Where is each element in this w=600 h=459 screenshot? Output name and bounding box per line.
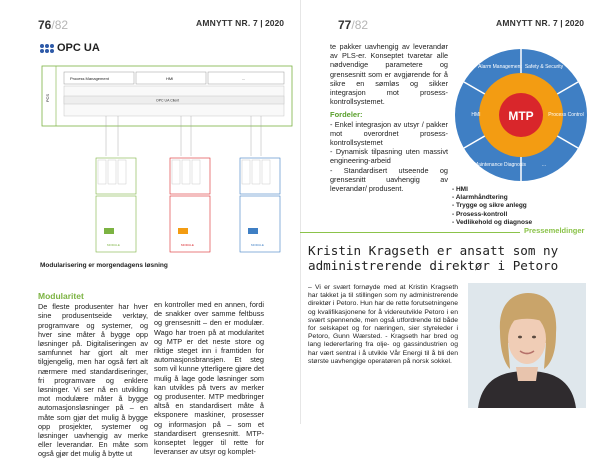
mtp-wheel-diagram: [452, 46, 590, 184]
module-label-2: MODULE: [181, 243, 194, 247]
module-3: [240, 158, 280, 252]
article-column-1: [38, 292, 148, 459]
press-release-title: Kristin Kragseth er ansatt som ny administrerende direktør i Petoro: [308, 243, 559, 273]
page-total: /82: [351, 18, 369, 32]
module-2: [170, 158, 210, 252]
intro-text: te pakker uavhengig av leverandør av PLS-er. Konseptet tvaretar alle nødvendige parametere og grensesnitt som er avgjørende for å sikre en sømløs og sikker integrasjon mot prosess-kontrollsystemet.: [330, 42, 448, 107]
mtp-center-label: MTP: [508, 109, 534, 123]
module-1: [96, 158, 136, 252]
column-1-text: De fleste produsenter har hver sine produsentseide verktøy, programvare og systemer, og hver sine måter å bygge opp løsninger på. Digitaliseringen av samfunnet har gjort alt mer tilgjengelig, men har også ført alt nærmere med standardiseringer, fri programvare og enklere løsninger. Vi ser nå en utvikling mot modulære måter å bygge automasjonsløsninger på – en måte som gjør det mulig å bygge opp prosjekter, systemer og løsninger uavhengig av merke eller leverandør. En måte som også gjør det mulig å bytte ut: [38, 302, 148, 459]
left-page-header: [38, 18, 68, 32]
box-process-management: Process Management: [70, 76, 109, 81]
section-tag: Pressemeldinger: [520, 226, 584, 235]
article-column-2: [154, 300, 264, 456]
mtp-feature: - Alarmhåndtering: [452, 194, 508, 202]
box-more: ...: [242, 76, 246, 81]
mtp-segment-process: Process Control: [548, 112, 584, 118]
section-title-modularitet: Modularitet: [38, 291, 84, 301]
fordeler-list: [330, 120, 448, 194]
mtp-segment-maintenance: Maintenance Diagnosis: [474, 162, 526, 168]
diagram-caption: Modularisering er morgendagens løsning: [40, 262, 168, 269]
issue-year: 2020: [265, 18, 284, 28]
right-page-header: [338, 18, 368, 32]
issue-year: 2020: [565, 18, 584, 28]
page-number: 77: [338, 18, 352, 32]
left-issue-label: AMNYTT NR. 7 | 2020: [196, 18, 284, 28]
page-number: 76: [38, 18, 52, 32]
column-2-text: en kontroller med en annen, fordi de snakker over samme feltbuss og grensesnitt – den er modulær. Wago har troen på at modularitet og MTP er det neste store og riktige steget inn i framtiden for automasjonsbransjen. Et steg som vil kunne ytterligere gjøre det mulig å lage gode løsninger som kan utvikles på tvers av merker og produsenter. MTP medbringer altså en standardisert måte å eksponere maskiner, prosesser og informasjon på – som et standardisert grensesnitt. MTP-konseptet legger til rette for leveranser av utsyr og komplet-: [154, 300, 264, 457]
box-hmi: HMI: [166, 76, 174, 81]
opc-client-label: OPC UA Client: [156, 98, 180, 103]
right-article-column: [330, 42, 448, 193]
fordeler-item: - Dynamisk tilpasning uten massivt engineering-arbeid: [330, 147, 448, 166]
modular-architecture-diagram: [36, 58, 296, 263]
fordeler-item: - Enkel integrasjon av utsyr / pakker mot overordnet prosess-kontrollsystemet: [330, 119, 448, 148]
opc-logo-dots-icon: [40, 44, 54, 53]
mtp-segment-safety: Safety & Security: [524, 64, 564, 70]
module-label-1: MODULE: [107, 243, 120, 247]
opc-ua-logo: [40, 42, 100, 54]
issue-name: AMNYTT NR. 7: [496, 18, 558, 28]
mtp-feature: - Prosess-kontroll: [452, 210, 508, 218]
issue-name: AMNYTT NR. 7: [196, 18, 258, 28]
page-total: /82: [51, 18, 69, 32]
logo-text: OPC UA: [57, 42, 100, 54]
mtp-feature: - Trygge og sikre anlegg: [452, 202, 527, 210]
mtp-segment-hmi: HMI: [471, 112, 481, 118]
mtp-feature: - Vedlikehold og diagnose: [452, 218, 533, 226]
portrait-photo: [468, 283, 586, 408]
fordeler-title: Fordeler:: [330, 110, 363, 120]
mtp-segment-more: ...: [541, 162, 547, 168]
mtp-segment-alarm: Alarm Management: [478, 64, 522, 70]
press-release-body: – Vi er svært fornøyde med at Kristin Kragseth har takket ja til stillingen som ny administrerende direktør i Petoro. Hun har de rette forutsetningene og kvalifikasjonene for å videreutvikle Petoro i en svært spennende, men også utfordrende tid både for selskapet og for næringen, sier styreleder i Petoro, Gunn Wærsted. - Kragseth har bred og lang ledererfaring fra olje- og gassindustrien og har vært sentral i å utvikle Vår Energi til å bli den største uavhengige operatøren på norsk sokkel.: [308, 284, 458, 365]
pcs-label: PCS: [45, 93, 50, 103]
module-label-3: MODULE: [251, 243, 264, 247]
mtp-feature: - HMI: [452, 186, 468, 193]
portrait-face: [508, 314, 546, 364]
right-issue-label: AMNYTT NR. 7 | 2020: [496, 18, 584, 28]
mtp-feature-list: [452, 186, 532, 227]
fordeler-item: - Standardisert utseende og grensesnitt uavhengig av leverandør/ produsent.: [330, 165, 448, 194]
